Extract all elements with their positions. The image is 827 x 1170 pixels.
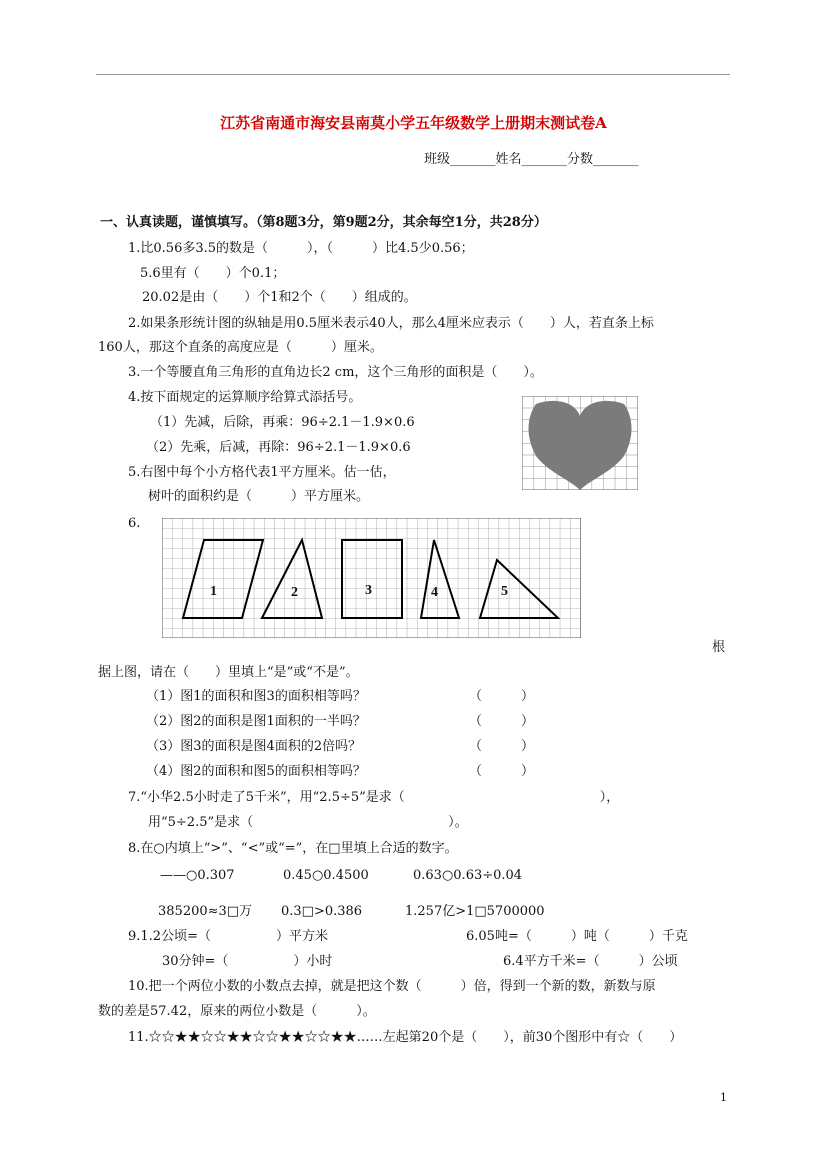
question-9-row1-left: 9.1.2公顷=（ ）平方米	[128, 929, 328, 944]
question-7-line-1: 7.“小华2.5小时走了5千米”，用“2.5÷5”是求（ ），	[128, 790, 620, 805]
question-9-row2-right: 6.4平方千米=（ ）公顷	[503, 954, 678, 969]
question-1-line-1: 1.比0.56多3.5的数是（ ），（ ）比4.5少0.56；	[128, 241, 474, 256]
question-3: 3.一个等腰直角三角形的直角边长2 cm，这个三角形的面积是（ ）。	[128, 365, 543, 380]
page-title: 江苏省南通市海安县南莫小学五年级数学上册期末测试卷A	[220, 114, 607, 132]
question-8-row1-b: 0.45○0.4500	[283, 868, 369, 883]
student-info-line: 班级_______姓名_______分数_______	[424, 152, 639, 167]
page-number: 1	[720, 1091, 727, 1104]
question-9-row2-left: 30分钟=（ ）小时	[162, 954, 333, 969]
question-8-row2-c: 1.257亿>1□5700000	[405, 904, 545, 919]
shape-2-label: 2	[291, 585, 298, 600]
shape-1-label: 1	[210, 584, 217, 599]
header-rule	[96, 74, 730, 75]
question-10-line-1: 10.把一个两位小数的小数点去掉，就是把这个数（ ）倍，得到一个新的数，新数与原	[128, 979, 656, 994]
question-5-line-1: 5.右图中每个小方格代表1平方厘米。估一估，	[128, 465, 396, 480]
question-8-intro: 8.在○内填上“>”、“<”或“=”，在□里填上合适的数字。	[128, 841, 458, 856]
question-1-line-3: 20.02是由（ ）个1和2个（ ）组成的。	[142, 290, 417, 305]
question-8-row2-a: 385200≈3□万	[158, 904, 253, 919]
question-2-line-2: 160人，那这个直条的高度应是（ ）厘米。	[98, 340, 383, 355]
question-6-item-1: （1）图1的面积和图3的面积相等吗？	[146, 689, 366, 704]
question-6-item-4: （4）图2的面积和图5的面积相等吗？	[146, 764, 366, 779]
question-4-part-1: （1）先减，后除，再乘：96÷2.1－1.9×0.6	[150, 415, 415, 430]
question-6-number: 6.	[128, 516, 141, 531]
question-6-prompt: 据上图，请在（ ）里填上“是”或“不是”。	[98, 665, 359, 680]
question-7-line-2: 用“5÷2.5”是求（ ）。	[148, 815, 468, 830]
question-8-row1-c: 0.63○0.63÷0.04	[413, 868, 523, 883]
question-6-continuation: 根	[712, 640, 726, 655]
question-11: 11.☆☆★★☆☆★★☆☆★★☆☆★★……左起第20个是（ ），前30个图形中有☆（ ）	[128, 1030, 683, 1045]
leaf-grid-figure	[522, 396, 638, 490]
question-6-item-2: （2）图2的面积是图1面积的一半吗？	[146, 714, 366, 729]
question-6-item-2-blank: （ ）	[469, 714, 535, 729]
question-6-item-3-blank: （ ）	[469, 739, 535, 754]
shape-5-label: 5	[501, 584, 508, 599]
question-6-item-4-blank: （ ）	[469, 764, 535, 779]
shape-3-label: 3	[365, 583, 372, 598]
question-8-row2-b: 0.3□>0.386	[281, 904, 363, 919]
question-4-part-2: （2）先乘，后减，再除：96÷2.1－1.9×0.6	[146, 440, 411, 455]
question-2-line-1: 2.如果条形统计图的纵轴是用0.5厘米表示40人，那么4厘米应表示（ ）人，若直条上标	[128, 316, 654, 331]
question-1-line-2: 5.6里有（ ）个0.1；	[140, 266, 286, 281]
question-6-item-3: （3）图3的面积是图4面积的2倍吗？	[146, 739, 362, 754]
shapes-grid-figure	[162, 518, 581, 638]
question-10-line-2: 数的差是57.42，原来的两位小数是（ ）。	[98, 1004, 376, 1019]
question-4: 4.按下面规定的运算顺序给算式添括号。	[128, 390, 362, 405]
question-6-item-1-blank: （ ）	[469, 689, 535, 704]
question-5-line-2: 树叶的面积约是（ ）平方厘米。	[148, 489, 370, 504]
question-9-row1-right: 6.05吨=（ ）吨（ ）千克	[466, 929, 688, 944]
section-heading: 一、认真读题，谨慎填写。（第8题3分，第9题2分，其余每空1分，共28分）	[100, 215, 547, 230]
question-8-row1-a: ——○0.307	[160, 868, 235, 883]
shape-4-label: 4	[431, 585, 438, 600]
